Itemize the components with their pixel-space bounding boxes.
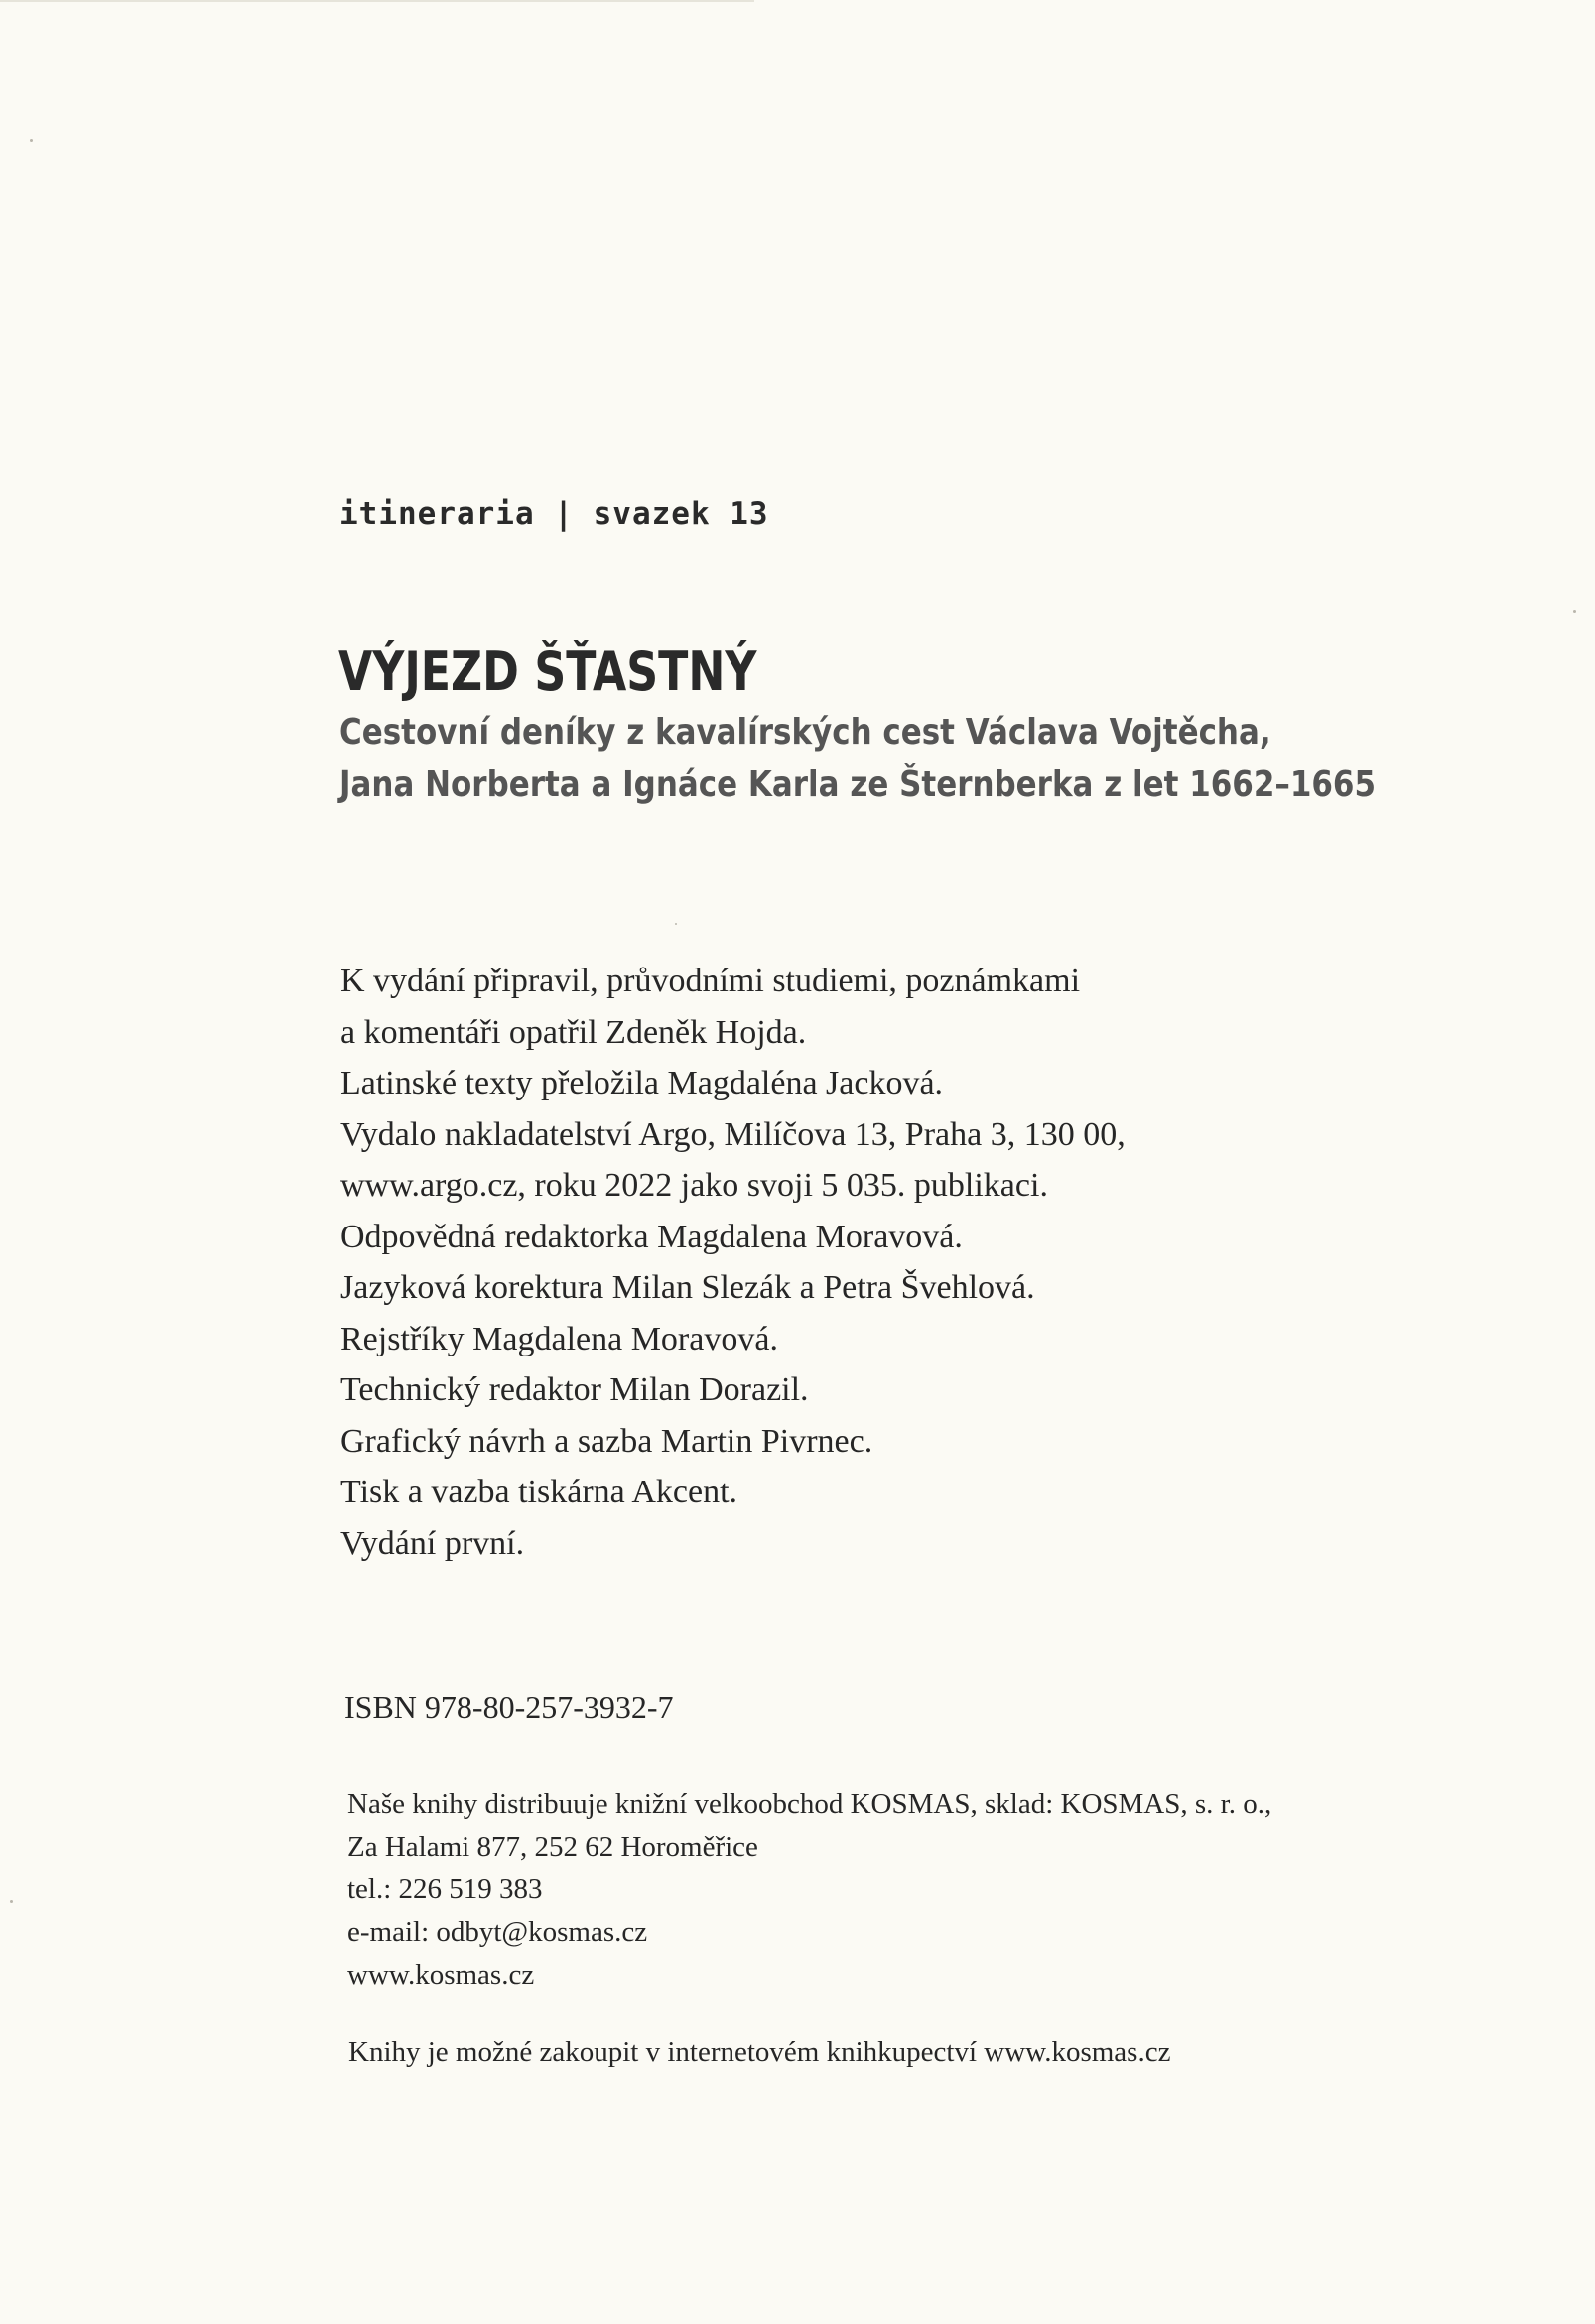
series-line: itineraria | svazek 13: [339, 496, 769, 532]
credits-line: Technický redaktor Milan Dorazil.: [340, 1371, 809, 1408]
distribution-line: tel.: 226 519 383: [347, 1873, 543, 1905]
paper-speck: [10, 1900, 13, 1903]
credits-line: Rejstříky Magdalena Moravová.: [340, 1320, 778, 1357]
book-subtitle: [339, 708, 1376, 811]
distribution-line: Za Halami 877, 252 62 Horoměřice: [347, 1831, 758, 1863]
credits-line: K vydání připravil, průvodními studiemi, poznámkami: [340, 963, 1081, 999]
distribution-line: e-mail: odbyt@kosmas.cz: [347, 1916, 648, 1948]
credits-line: Latinské texty přeložila Magdaléna Jacková.: [340, 1065, 944, 1101]
purchase-note: Knihy je možné zakoupit v internetovém knihkupectví www.kosmas.cz: [348, 2036, 1171, 2068]
credits-line: Grafický návrh a sazba Martin Pivrnec.: [340, 1422, 873, 1460]
scan-edge-line: [0, 0, 754, 2]
distribution-line: www.kosmas.cz: [347, 1959, 535, 1991]
credits-line: Tisk a vazba tiskárna Akcent.: [340, 1474, 738, 1510]
distribution-block: [347, 1783, 1271, 1997]
paper-speck: [30, 139, 33, 142]
credits-line: Vydalo nakladatelství Argo, Milíčova 13, Praha 3, 130 00,: [340, 1115, 1126, 1153]
subtitle-line: Jana Norberta a Ignáce Karla ze Šternberka z let 1662–1665: [339, 764, 1377, 805]
credits-line: Odpovědná redaktorka Magdalena Moravová.: [340, 1218, 963, 1255]
credits-line: Vydání první.: [340, 1524, 525, 1562]
credits-line: Jazyková korektura Milan Slezák a Petra Švehlová.: [340, 1269, 1035, 1306]
credits-line: a komentáři opatřil Zdeněk Hojda.: [340, 1013, 807, 1051]
credits-line: www.argo.cz, roku 2022 jako svoji 5 035. publikaci.: [340, 1167, 1048, 1204]
paper-speck: [675, 923, 677, 925]
paper-speck: [1573, 610, 1576, 613]
credits-block: [340, 956, 1126, 1569]
subtitle-line: Cestovní deníky z kavalírských cest Václava Vojtěcha,: [339, 712, 1271, 753]
book-title: VÝJEZD ŠŤASTNÝ: [338, 640, 757, 703]
distribution-line: Naše knihy distribuuje knižní velkoobchod KOSMAS, sklad: KOSMAS, s. r. o.,: [347, 1788, 1272, 1820]
isbn: ISBN 978-80-257-3932-7: [344, 1689, 674, 1725]
